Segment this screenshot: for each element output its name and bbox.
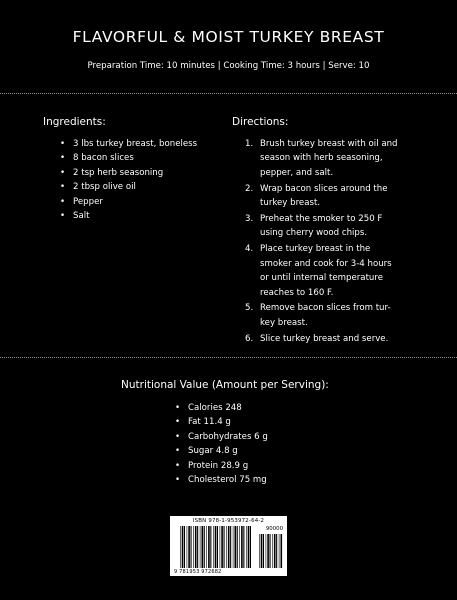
direction-step	[245, 301, 415, 330]
barcode-bar	[270, 534, 271, 568]
barcode-bar	[184, 526, 185, 568]
barcode-bar	[237, 526, 238, 568]
ingredient-item: • Salt	[60, 209, 230, 223]
barcode-bar	[204, 526, 205, 568]
direction-step	[245, 182, 415, 211]
ingredient-item: • 8 bacon slices	[60, 151, 230, 165]
step-number: 4.	[245, 244, 254, 255]
barcode-bar	[274, 534, 276, 568]
isbn-barcode	[170, 516, 287, 576]
barcode-bar	[276, 534, 277, 568]
ingredient-item: • 2 tbsp olive oil	[60, 180, 230, 194]
barcode-bar	[197, 526, 198, 568]
barcode-bar	[180, 526, 181, 568]
ingredient-item: • 2 tsp herb seasoning	[60, 166, 230, 180]
step-line: reaches to 160 F.	[260, 287, 334, 298]
step-number: 3.	[245, 214, 254, 225]
step-line: turkey breast.	[260, 198, 321, 209]
step-line: using cherry wood chips.	[260, 228, 368, 239]
nutrition-item: • Carbohydrates 6 g	[175, 430, 335, 444]
barcode-bar	[188, 526, 190, 568]
barcode-bar	[239, 526, 240, 568]
barcode-bar	[266, 534, 267, 568]
step-number: 1.	[245, 139, 254, 149]
nutrition-item: • Calories 248	[175, 401, 335, 415]
barcode-bar	[230, 526, 231, 568]
barcode-bar	[206, 526, 207, 568]
nutrition-list	[175, 401, 335, 487]
barcode-bars	[180, 526, 252, 568]
barcode-bar	[228, 526, 230, 568]
ingredients-list	[60, 137, 230, 223]
price-barcode-bars	[259, 534, 283, 568]
barcode-bar	[272, 534, 273, 568]
ingredient-item: • 3 lbs turkey breast, boneless	[60, 137, 230, 151]
step-number: 6.	[245, 333, 254, 344]
directions-heading: Directions:	[232, 116, 289, 128]
direction-step	[245, 332, 415, 346]
isbn-label: ISBN 978-1-953972-64-2	[192, 518, 265, 524]
recipe-meta: Preparation Time: 10 minutes | Cooking Time: 3 hours | Serve: 10	[87, 61, 370, 71]
barcode-bar	[191, 526, 192, 568]
step-line: smoker and cook for 3-4 hours	[260, 258, 392, 269]
barcode-bar	[241, 526, 243, 568]
step-line: Place turkey breast in the	[260, 244, 371, 255]
step-line: pepper, and salt.	[260, 167, 334, 178]
nutrition-item: • Protein 28.9 g	[175, 459, 335, 473]
direction-step	[245, 212, 415, 241]
barcode-bar	[248, 526, 250, 568]
step-line: Remove bacon slices from tur-	[260, 303, 391, 314]
step-line: Preheat the smoker to 250 F	[260, 214, 383, 225]
barcode-bar	[213, 526, 214, 568]
barcode-bar	[195, 526, 197, 568]
price-code: 90000	[265, 526, 283, 532]
barcode-bar	[182, 526, 184, 568]
barcode-bar	[233, 526, 234, 568]
barcode-bar	[200, 526, 201, 568]
ingredient-item: • Pepper	[60, 195, 230, 209]
barcode-bar	[243, 526, 244, 568]
step-line: Brush turkey breast with oil and	[260, 139, 398, 149]
barcode-bar	[220, 526, 221, 568]
barcode-bar	[250, 526, 251, 568]
step-line: season with herb seasoning,	[260, 153, 383, 164]
barcode-bar	[259, 534, 260, 568]
nutrition-item: • Sugar 4.8 g	[175, 444, 335, 458]
top-divider	[0, 93, 457, 94]
directions-list	[245, 137, 415, 348]
barcode-bar	[224, 526, 225, 568]
recipe-title: FLAVORFUL & MOIST TURKEY BREAST	[72, 28, 385, 46]
step-line: or until internal temperature	[260, 273, 384, 284]
barcode-bar	[215, 526, 217, 568]
barcode-bar	[281, 534, 283, 568]
step-number: 2.	[245, 183, 254, 194]
barcode-bar	[208, 526, 210, 568]
barcode-bar	[279, 534, 280, 568]
middle-divider	[0, 357, 457, 358]
ingredients-heading: Ingredients:	[43, 116, 106, 128]
barcode-bar	[261, 534, 263, 568]
barcode-bar	[246, 526, 247, 568]
nutrition-item: • Fat 11.4 g	[175, 415, 335, 429]
barcode-bar	[210, 526, 211, 568]
barcode-bar	[235, 526, 237, 568]
step-line: key breast.	[260, 317, 308, 328]
step-line: Wrap bacon slices around the	[260, 183, 388, 194]
nutrition-item: • Cholesterol 75 mg	[175, 473, 335, 487]
barcode-bar	[221, 526, 223, 568]
barcode-bar	[193, 526, 194, 568]
barcode-bar	[187, 526, 188, 568]
direction-step	[245, 137, 415, 180]
step-number: 5.	[245, 303, 254, 314]
barcode-bar	[226, 526, 227, 568]
barcode-bar	[267, 534, 269, 568]
step-line: Slice turkey breast and serve.	[260, 333, 389, 344]
nutrition-heading: Nutritional Value (Amount per Serving):	[121, 379, 329, 391]
barcode-bar	[217, 526, 218, 568]
barcode-bar	[202, 526, 204, 568]
direction-step	[245, 242, 415, 300]
barcode-bar	[263, 534, 264, 568]
isbn-number: 9 781953 972682	[174, 569, 222, 575]
